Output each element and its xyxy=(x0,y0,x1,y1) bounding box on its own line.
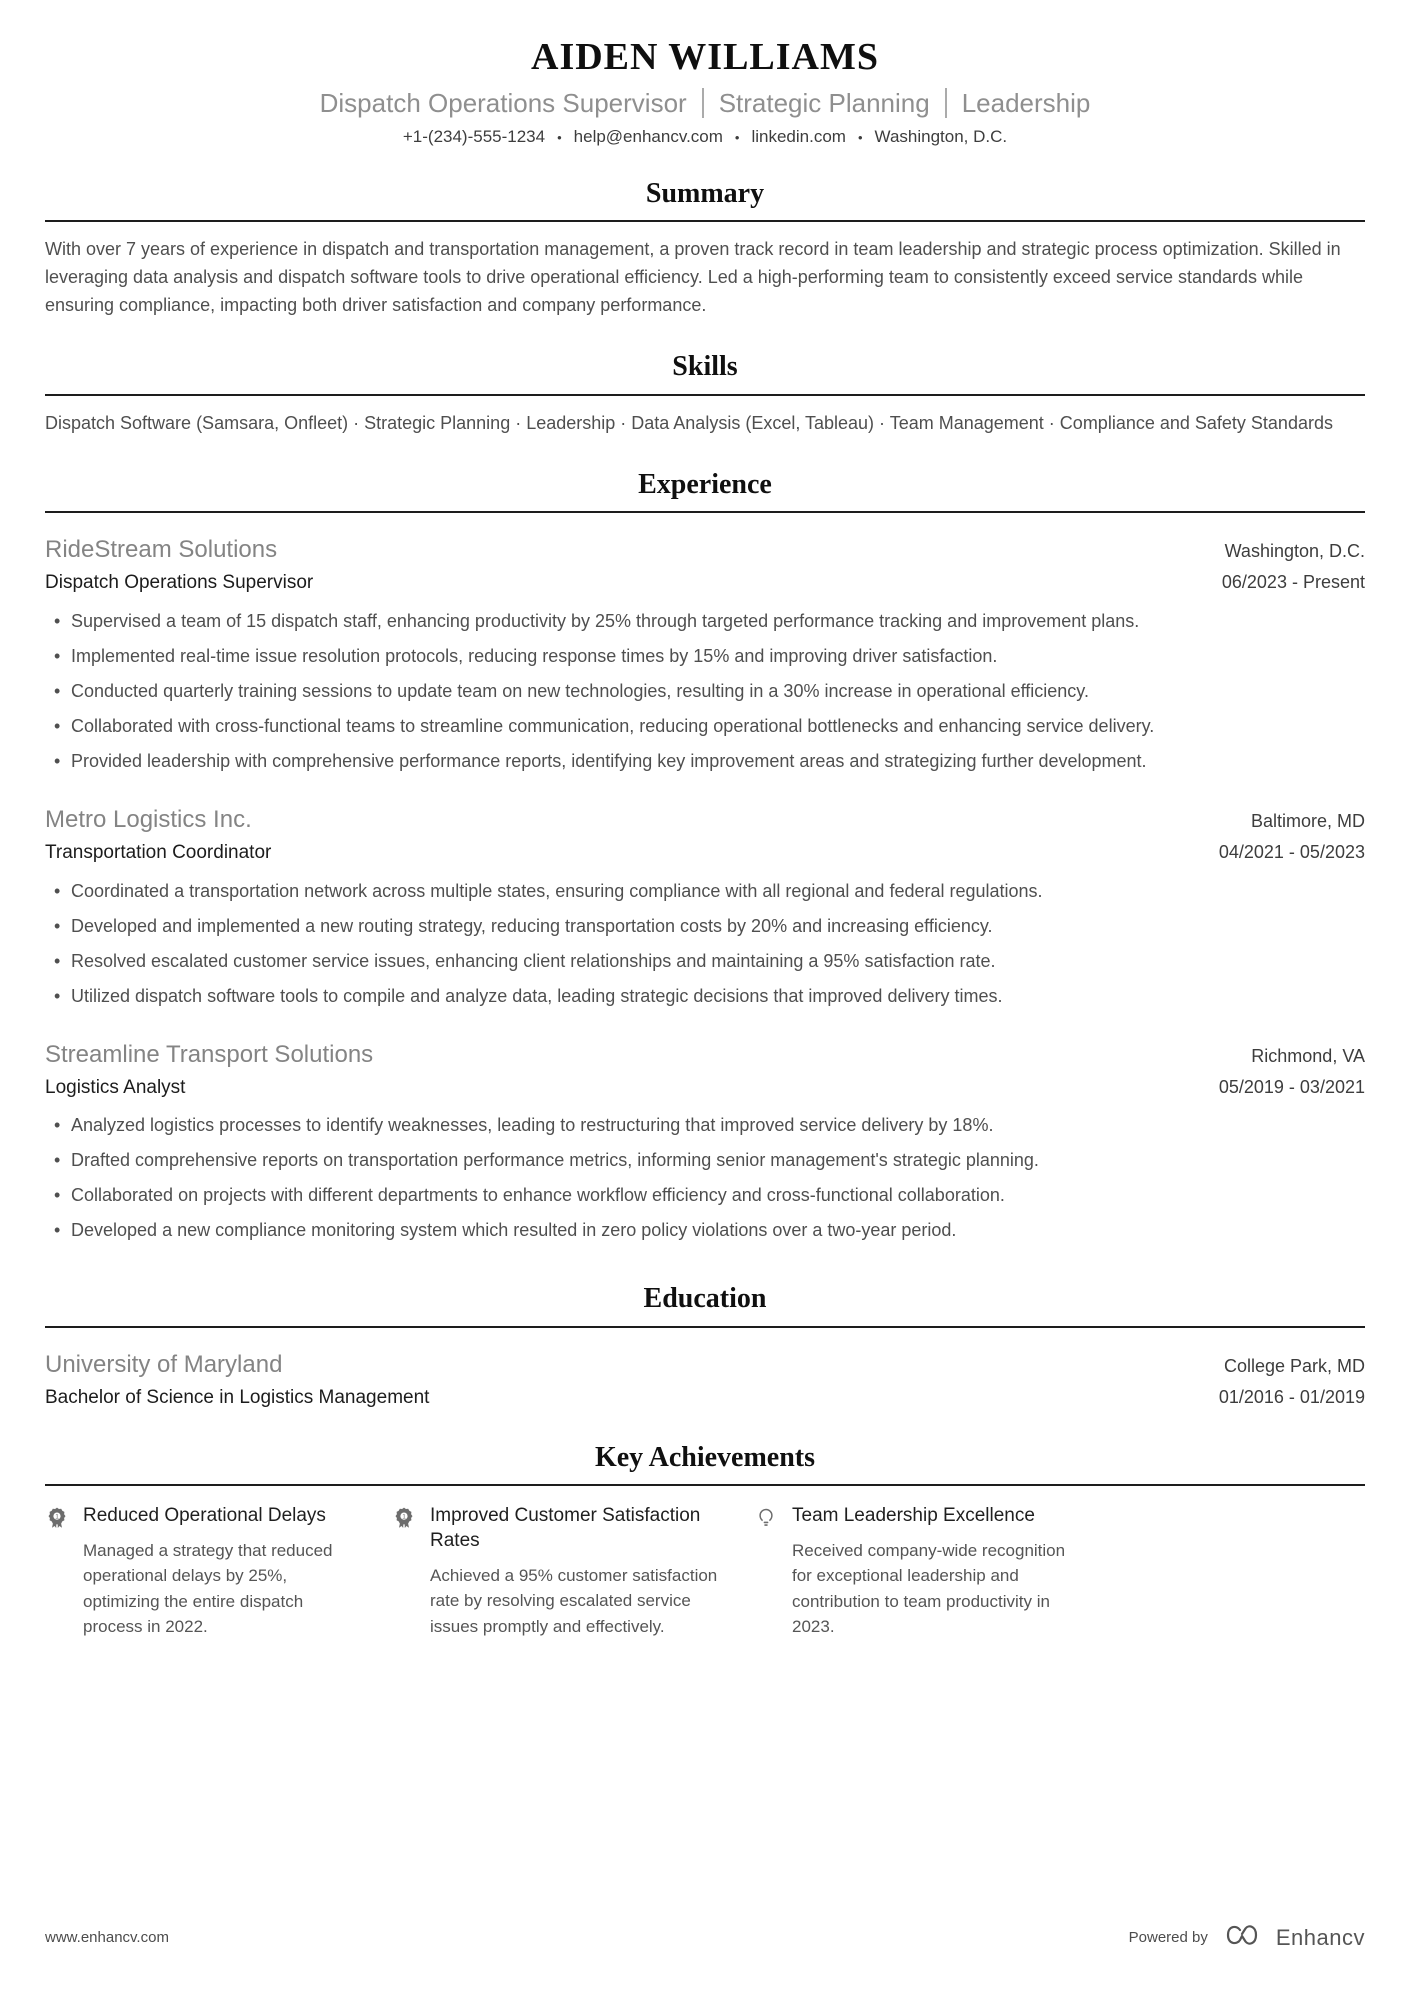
contact-separator xyxy=(545,127,574,147)
degree: Bachelor of Science in Logistics Management xyxy=(45,1386,430,1408)
enhancv-brand-name: Enhancv xyxy=(1275,1924,1365,1950)
job-bullet-list xyxy=(45,608,1365,775)
medal-icon xyxy=(45,1506,71,1535)
job-title: Transportation Coordinator xyxy=(45,841,272,863)
achievement-title: Team Leadership Excellence xyxy=(792,1505,1035,1527)
education-heading: Education xyxy=(643,1283,767,1315)
enhancv-logo-icon xyxy=(1220,1922,1264,1953)
contact-email[interactable]: help@enhancv.com xyxy=(573,126,723,146)
achievement-body xyxy=(792,1504,1084,1640)
job-bullet: • Utilized dispatch software tools to compile and analyze data, leading strategic decisions that improved delivery times. xyxy=(71,983,1365,1010)
experience-entry xyxy=(45,805,1365,1018)
company-name: Streamline Transport Solutions xyxy=(45,1040,374,1068)
contact-row xyxy=(45,127,1365,147)
headline-divider xyxy=(945,88,947,118)
experience-entry-header xyxy=(45,805,1365,835)
experience-entry xyxy=(45,1040,1365,1253)
powered-by-group[interactable] xyxy=(1129,1922,1365,1953)
svg-text:1: 1 xyxy=(55,1513,59,1521)
achievement-body xyxy=(83,1504,360,1640)
achievement-body xyxy=(430,1504,722,1639)
education-entry xyxy=(45,1350,1365,1411)
achievements-heading: Key Achievements xyxy=(594,1441,816,1473)
experience-entry-header xyxy=(45,1040,1365,1070)
headline-skill-2: Leadership xyxy=(961,87,1091,118)
job-bullet: • Resolved escalated customer service issues, enhancing client relationships and maintaining a 95% satisfaction rate. xyxy=(71,948,1365,975)
headline-skill-1: Strategic Planning xyxy=(718,87,930,118)
headline xyxy=(45,88,1365,119)
education-dates: 01/2016 - 01/2019 xyxy=(1218,1386,1365,1407)
achievement-item xyxy=(754,1504,1084,1640)
school-name: University of Maryland xyxy=(45,1350,283,1378)
section-divider xyxy=(45,1326,1365,1328)
achievement-title: Reduced Operational Delays xyxy=(83,1505,326,1527)
achievement-text: Received company-wide recognition for exceptional leadership and contribution to team productivity in 2023. xyxy=(792,1540,1066,1637)
contact-location: Washington, D.C. xyxy=(874,126,1008,146)
achievement-text: Achieved a 95% customer satisfaction rate by resolving escalated service issues promptly and effectively. xyxy=(430,1565,718,1636)
company-location: Washington, D.C. xyxy=(1224,541,1365,562)
section-divider xyxy=(45,511,1365,513)
job-bullet: • Analyzed logistics processes to identify weaknesses, leading to restructuring that improved service delivery by 18%. xyxy=(71,1112,1365,1139)
contact-separator xyxy=(846,127,875,147)
summary-heading: Summary xyxy=(645,177,765,209)
achievement-text: Managed a strategy that reduced operational delays by 25%, optimizing the entire dispatch process in 2022. xyxy=(83,1540,333,1637)
lightbulb-icon xyxy=(754,1506,780,1535)
medal-icon xyxy=(392,1506,418,1535)
company-name: RideStream Solutions xyxy=(45,536,278,564)
job-bullet-list xyxy=(45,878,1365,1010)
contact-separator xyxy=(723,127,752,147)
job-bullet: • Conducted quarterly training sessions to update team on new technologies, resulting in a 30% increase in operational efficiency. xyxy=(71,678,1365,705)
footer-website-link[interactable]: www.enhancv.com xyxy=(45,1929,169,1946)
job-bullet: • Drafted comprehensive reports on transportation performance metrics, informing senior management's strategic planning. xyxy=(71,1147,1365,1174)
section-divider xyxy=(45,394,1365,396)
experience-entry-subheader xyxy=(45,841,1365,866)
job-bullet: • Collaborated on projects with different departments to enhance workflow efficiency and cross-functional collaboration. xyxy=(71,1182,1365,1209)
page-footer xyxy=(45,1922,1365,1953)
company-name: Metro Logistics Inc. xyxy=(45,805,252,833)
education-entry-subheader xyxy=(45,1386,1365,1411)
job-bullet: • Developed and implemented a new routing strategy, reducing transportation costs by 20% and increasing efficiency. xyxy=(71,913,1365,940)
job-bullet: • Collaborated with cross-functional teams to streamline communication, reducing operational bottlenecks and enhancing service delivery. xyxy=(71,713,1365,740)
job-dates: 06/2023 - Present xyxy=(1221,572,1365,593)
svg-text:1: 1 xyxy=(402,1513,406,1521)
education-entry-header xyxy=(45,1350,1365,1380)
achievement-item xyxy=(392,1504,722,1640)
job-bullet: • Supervised a team of 15 dispatch staff, enhancing productivity by 25% through targeted performance tracking and improvement plans. xyxy=(71,608,1365,635)
job-bullet: • Provided leadership with comprehensive performance reports, identifying key improvement areas and strategizing further development. xyxy=(71,748,1365,775)
skills-heading: Skills xyxy=(672,351,738,383)
headline-divider xyxy=(702,88,704,118)
summary-text: With over 7 years of experience in dispatch and transportation management, a proven track record in team leadership and strategic process optimization. Skilled in leveraging data analysis and dispatch software tools to drive operational efficiency. Led a high-performing team to consistently exceed service standards while ensuring compliance, impacting both driver satisfaction and company performance. xyxy=(45,239,1341,316)
skills-text: Dispatch Software (Samsara, Onfleet) · Strategic Planning · Leadership · Data Analysis (Excel, Tableau) · Team Management · Compliance and Safety Standards xyxy=(45,412,1333,433)
job-title: Dispatch Operations Supervisor xyxy=(45,572,314,594)
job-title: Logistics Analyst xyxy=(45,1076,186,1098)
job-dates: 04/2021 - 05/2023 xyxy=(1218,841,1365,862)
contact-linkedin[interactable]: linkedin.com xyxy=(751,126,846,146)
headline-role: Dispatch Operations Supervisor xyxy=(319,87,687,118)
experience-entry xyxy=(45,535,1365,783)
candidate-name: AIDEN WILLIAMS xyxy=(531,36,879,78)
section-divider xyxy=(45,1484,1365,1486)
experience-entry-subheader xyxy=(45,1076,1365,1101)
achievement-title: Improved Customer Satisfaction Rates xyxy=(430,1505,701,1551)
powered-by-label: Powered by xyxy=(1128,1929,1208,1946)
experience-heading: Experience xyxy=(638,468,772,500)
achievement-item xyxy=(45,1504,360,1640)
school-location: College Park, MD xyxy=(1223,1355,1365,1376)
job-bullet: • Developed a new compliance monitoring system which resulted in zero policy violations over a two-year period. xyxy=(71,1217,1365,1244)
job-bullet-list xyxy=(45,1112,1365,1244)
job-bullet: • Coordinated a transportation network across multiple states, ensuring compliance with all regional and federal regulations. xyxy=(71,878,1365,905)
job-bullet: • Implemented real-time issue resolution protocols, reducing response times by 15% and improving driver satisfaction. xyxy=(71,643,1365,670)
experience-entry-subheader xyxy=(45,571,1365,596)
company-location: Richmond, VA xyxy=(1251,1045,1365,1066)
job-dates: 05/2019 - 03/2021 xyxy=(1218,1076,1365,1097)
resume-header xyxy=(45,36,1365,147)
achievements-grid xyxy=(45,1504,1365,1640)
section-divider xyxy=(45,220,1365,222)
experience-entry-header xyxy=(45,535,1365,565)
company-location: Baltimore, MD xyxy=(1250,810,1365,831)
contact-phone: +1-(234)-555-1234 xyxy=(402,126,546,146)
